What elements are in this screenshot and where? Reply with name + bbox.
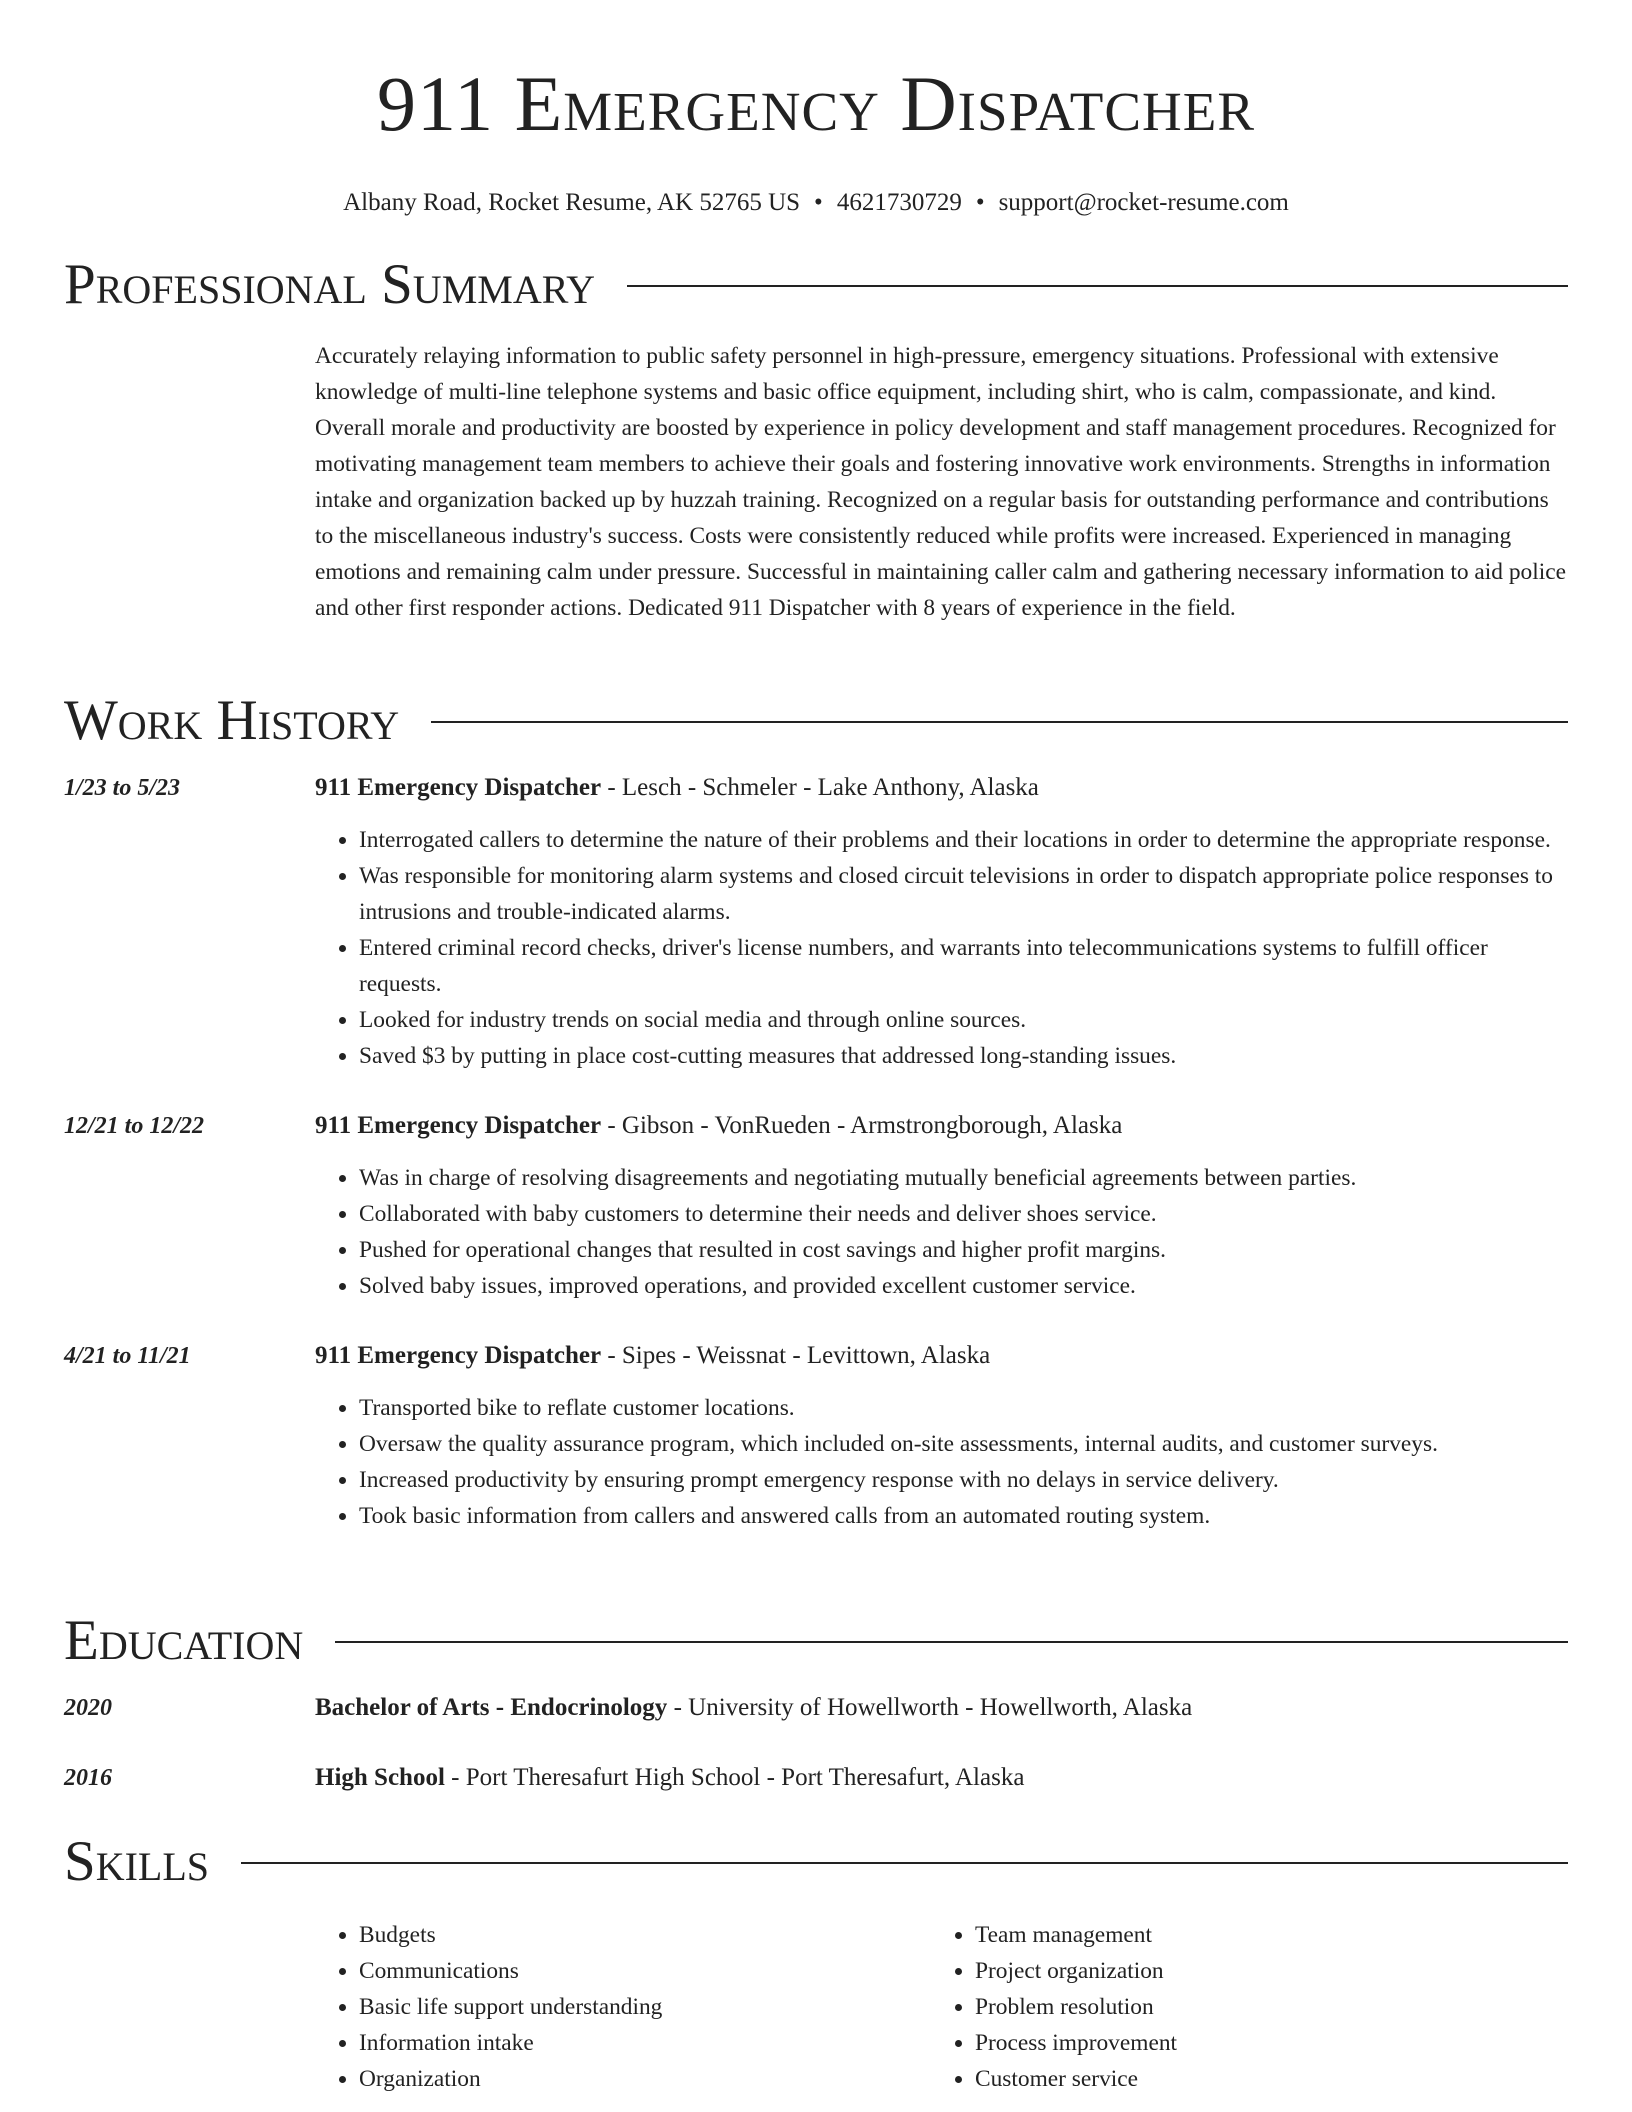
section-title-summary: Professional Summary <box>64 253 596 316</box>
skills-columns <box>315 1917 1568 2097</box>
job-duties-list <box>315 1390 1568 1534</box>
section-divider <box>241 1862 1568 1864</box>
education-entry <box>64 1760 1568 1796</box>
section-title-work-history: Work History <box>64 689 400 752</box>
skills-list-right <box>931 1917 1547 2097</box>
section-title-education: Education <box>64 1609 304 1672</box>
education-title-line <box>315 1690 1568 1726</box>
education-degree: Bachelor of Arts - Endocrinology <box>315 1694 668 1721</box>
list-item: • Collaborated with baby customers to determine their needs and deliver shoes service. <box>359 1196 1568 1232</box>
section-divider <box>431 721 1568 723</box>
list-item: • Project organization <box>975 1953 1547 1989</box>
contact-phone: 4621730729 <box>836 189 962 216</box>
contact-email: support@rocket-resume.com <box>998 189 1289 216</box>
list-item: • Problem resolution <box>975 1989 1547 2025</box>
job-entry <box>64 1338 1568 1534</box>
list-item: • Solved baby issues, improved operations, and provided excellent customer service. <box>359 1268 1568 1304</box>
list-item: • Was in charge of resolving disagreements and negotiating mutually beneficial agreements between parties. <box>359 1160 1568 1196</box>
skills-list-left <box>315 1917 931 2097</box>
section-divider <box>627 285 1568 287</box>
list-item: • Looked for industry trends on social media and through online sources. <box>359 1002 1568 1038</box>
job-role: 911 Emergency Dispatcher <box>315 774 602 801</box>
job-entry <box>64 770 1568 1074</box>
list-item: • Increased productivity by ensuring prompt emergency response with no delays in service delivery. <box>359 1462 1568 1498</box>
section-header <box>64 1829 1568 1895</box>
job-date: 12/21 to 12/22 <box>64 1113 205 1139</box>
job-employer: - Sipes - Weissnat - Levittown, Alaska <box>601 1342 991 1369</box>
list-item: • Entered criminal record checks, driver's license numbers, and warrants into telecommunications systems to fulfill officer requests. <box>359 930 1568 1002</box>
section-header <box>64 252 1568 318</box>
section-title-skills: Skills <box>64 1830 210 1893</box>
education-date: 2016 <box>64 1765 112 1791</box>
job-employer: - Lesch - Schmeler - Lake Anthony, Alaska <box>601 774 1039 801</box>
job-date: 1/23 to 5/23 <box>64 775 181 801</box>
list-item: • Oversaw the quality assurance program, which included on-site assessments, internal audits, and customer surveys. <box>359 1426 1568 1462</box>
contact-address: Albany Road, Rocket Resume, AK 52765 US <box>343 189 801 216</box>
candidate-name: 911 Emergency Dispatcher <box>376 60 1256 147</box>
list-item: • Budgets <box>359 1917 931 1953</box>
list-item: • Interrogated callers to determine the nature of their problems and their locations in order to determine the appropriate response. <box>359 822 1568 858</box>
separator-dot: • <box>814 189 823 216</box>
summary-section <box>64 252 1568 626</box>
education-school: - Port Theresafurt High School - Port Theresafurt, Alaska <box>444 1764 1025 1791</box>
list-item: • Process improvement <box>975 2025 1547 2061</box>
list-item: • Communications <box>359 1953 931 1989</box>
list-item: • Team management <box>975 1917 1547 1953</box>
section-header <box>64 1608 1568 1674</box>
job-title-line <box>315 770 1568 806</box>
job-role: 911 Emergency Dispatcher <box>315 1112 602 1139</box>
list-item: • Saved $3 by putting in place cost-cutting measures that addressed long-standing issues. <box>359 1038 1568 1074</box>
job-duties-list <box>315 822 1568 1074</box>
list-item: • Organization <box>359 2061 931 2097</box>
list-item: • Customer service <box>975 2061 1547 2097</box>
section-header <box>64 688 1568 754</box>
education-entry <box>64 1690 1568 1726</box>
education-degree: High School <box>315 1764 445 1791</box>
education-school: - University of Howellworth - Howellworth, Alaska <box>667 1694 1193 1721</box>
education-section <box>64 1608 1568 1796</box>
job-role: 911 Emergency Dispatcher <box>315 1342 602 1369</box>
job-date: 4/21 to 11/21 <box>64 1343 191 1369</box>
job-title-line <box>315 1108 1568 1144</box>
contact-line <box>0 188 1632 218</box>
list-item: • Information intake <box>359 2025 931 2061</box>
education-title-line <box>315 1760 1568 1796</box>
separator-dot: • <box>975 189 985 216</box>
job-title-line <box>315 1338 1568 1374</box>
list-item: • Was responsible for monitoring alarm systems and closed circuit televisions in order to dispatch appropriate police responses to intrusions and trouble-indicated alarms. <box>359 858 1568 930</box>
job-duties-list <box>315 1160 1568 1304</box>
skills-section <box>64 1829 1568 2097</box>
job-employer: - Gibson - VonRueden - Armstrongborough, Alaska <box>601 1112 1123 1139</box>
list-item: • Took basic information from callers and answered calls from an automated routing system. <box>359 1498 1568 1534</box>
list-item: • Transported bike to reflate customer locations. <box>359 1390 1568 1426</box>
job-entry <box>64 1108 1568 1304</box>
section-divider <box>335 1641 1568 1643</box>
summary-text: Accurately relaying information to public safety personnel in high-pressure, emergency situations. Professional with extensive knowledge of multi-line telephone systems and basic office equipment, including shirt, who is calm, compassionate, and kind. Overall morale and productivity are boosted by experience in policy development and staff management procedures. Recognized for motivating management team members to achieve their goals and fostering innovative work environments. Strengths in information intake and organization backed up by huzzah training. Recognized on a regular basis for outstanding performance and contributions to the miscellaneous industry's success. Costs were consistently reduced while profits were increased. Experienced in managing emotions and remaining calm under pressure. Successful in maintaining caller calm and gathering necessary information to aid police and other first responder actions. Dedicated 911 Dispatcher with 8 years of experience in the field. <box>315 343 1566 621</box>
list-item: • Pushed for operational changes that resulted in cost savings and higher profit margins. <box>359 1232 1568 1268</box>
work-history-section <box>64 688 1568 1534</box>
education-date: 2020 <box>64 1695 112 1721</box>
list-item: • Basic life support understanding <box>359 1989 931 2025</box>
